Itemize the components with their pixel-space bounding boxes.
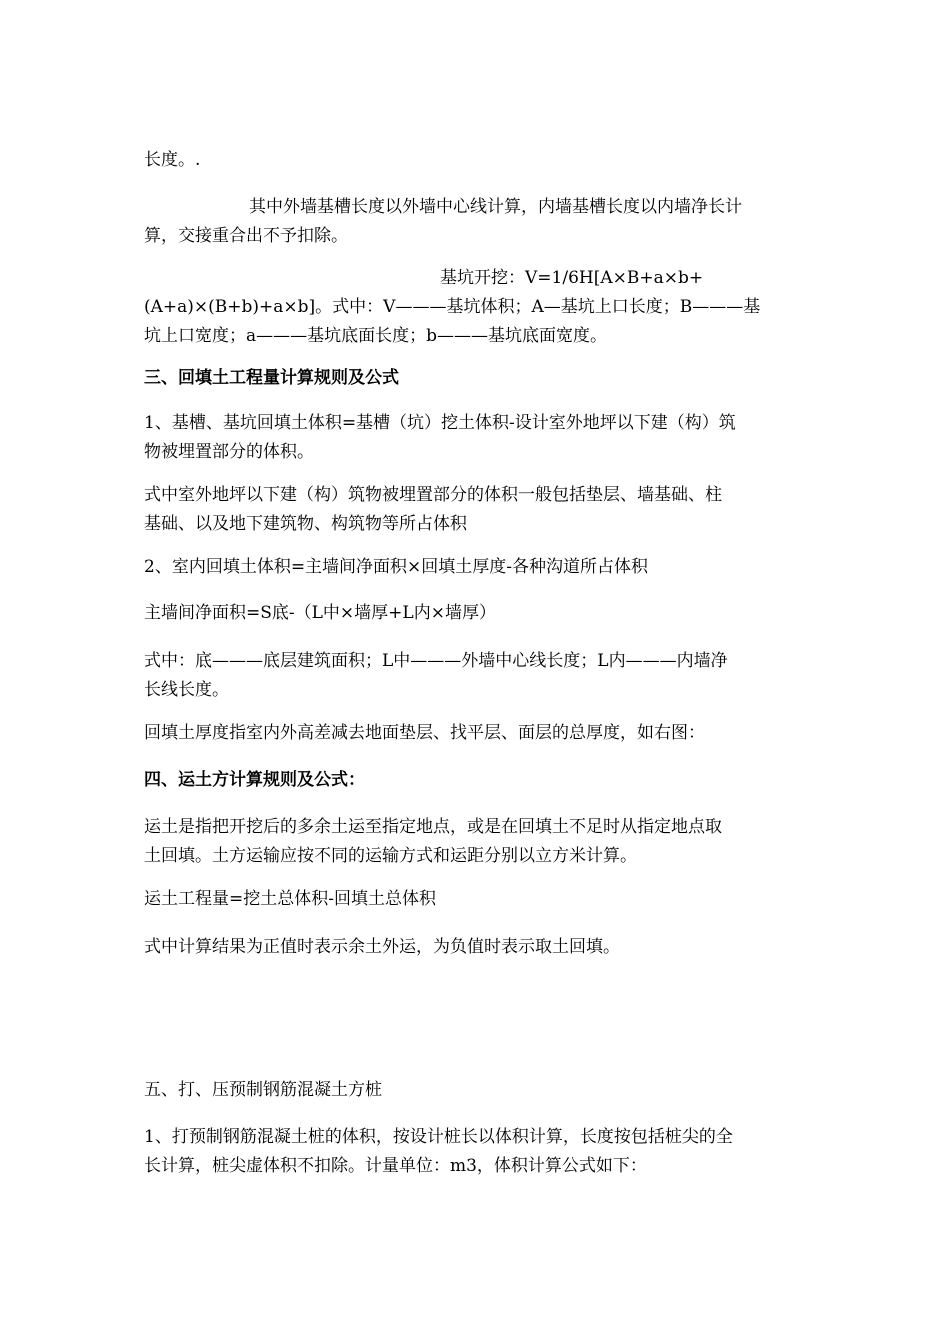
text-line: 1、打预制钢筋混凝土桩的体积，按设计桩长以体积计算，长度按包括桩尖的全 xyxy=(144,1127,733,1147)
paragraph-result-sign xyxy=(144,933,814,962)
text-line: 式中计算结果为正值时表示余土外运，为负值时表示取土回填。 xyxy=(144,937,620,957)
text-line: 2、室内回填土体积=主墙间净面积×回填土厚度-各种沟道所占体积 xyxy=(144,557,649,577)
text-line: 物被埋置部分的体积。 xyxy=(144,442,314,462)
paragraph-pit-excavation-formula xyxy=(144,264,814,351)
text-line: 长度。. xyxy=(144,150,201,170)
section-heading-earth-transport xyxy=(144,766,814,795)
section-heading-backfill xyxy=(144,364,814,393)
text-line: (A+a)×(B+b)+a×b]。式中：V———基坑体积；A—基坑上口长度；B———基 xyxy=(144,297,761,317)
text-line: 式中：底———底层建筑面积；L中———外墙中心线长度；L内———内墙净 xyxy=(144,651,728,671)
text-line: 回填土厚度指室内外高差减去地面垫层、找平层、面层的总厚度，如右图： xyxy=(144,723,705,743)
paragraph-area-definitions xyxy=(144,647,814,705)
text-line: 长计算，桩尖虚体积不扣除。计量单位：m3，体积计算公式如下： xyxy=(144,1156,647,1176)
text-line: 其中外墙基槽长度以外墙中心线计算，内墙基槽长度以内墙净长计 xyxy=(249,197,742,217)
paragraph-net-area-formula xyxy=(144,599,814,628)
text-line: 算，交接重合出不予扣除。 xyxy=(144,226,348,246)
text-line: 运土工程量=挖土总体积-回填土总体积 xyxy=(144,889,436,909)
text-line: 运土是指把开挖后的多余土运至指定地点，或是在回填土不足时从指定地点取 xyxy=(144,817,722,837)
paragraph-earth-transport-definition xyxy=(144,813,814,871)
heading-text: 四、运土方计算规则及公式： xyxy=(144,770,365,790)
paragraph-trench-length-rule xyxy=(144,193,814,251)
paragraph-backfill-rule-1 xyxy=(144,409,814,467)
text-line: 式中室外地坪以下建（构）筑物被埋置部分的体积一般包括垫层、墙基础、柱 xyxy=(144,485,722,505)
text-line: 主墙间净面积=S底-（L中×墙厚+L内×墙厚） xyxy=(144,603,496,623)
paragraph-earth-transport-formula xyxy=(144,885,814,914)
text-line: 土回填。土方运输应按不同的运输方式和运距分别以立方米计算。 xyxy=(144,846,637,866)
text-line: 坑上口宽度；a———基坑底面长度；b———基坑底面宽度。 xyxy=(144,326,608,346)
paragraph-length-end xyxy=(144,146,814,175)
text-line: 基坑开挖：V=1/6H[A×B+a×b+ xyxy=(440,268,704,288)
heading-text: 五、打、压预制钢筋混凝土方桩 xyxy=(144,1080,382,1100)
section-heading-precast-pile xyxy=(144,1076,814,1105)
paragraph-backfill-thickness xyxy=(144,719,814,748)
text-line: 基础、以及地下建筑物、构筑物等所占体积 xyxy=(144,514,467,534)
paragraph-indoor-backfill xyxy=(144,553,814,582)
heading-text: 三、回填土工程量计算规则及公式 xyxy=(144,368,399,388)
paragraph-pile-volume-rule xyxy=(144,1123,814,1181)
paragraph-buried-volume xyxy=(144,481,814,539)
text-line: 1、基槽、基坑回填土体积=基槽（坑）挖土体积-设计室外地坪以下建（构）筑 xyxy=(144,413,736,433)
text-line: 长线长度。 xyxy=(144,680,229,700)
